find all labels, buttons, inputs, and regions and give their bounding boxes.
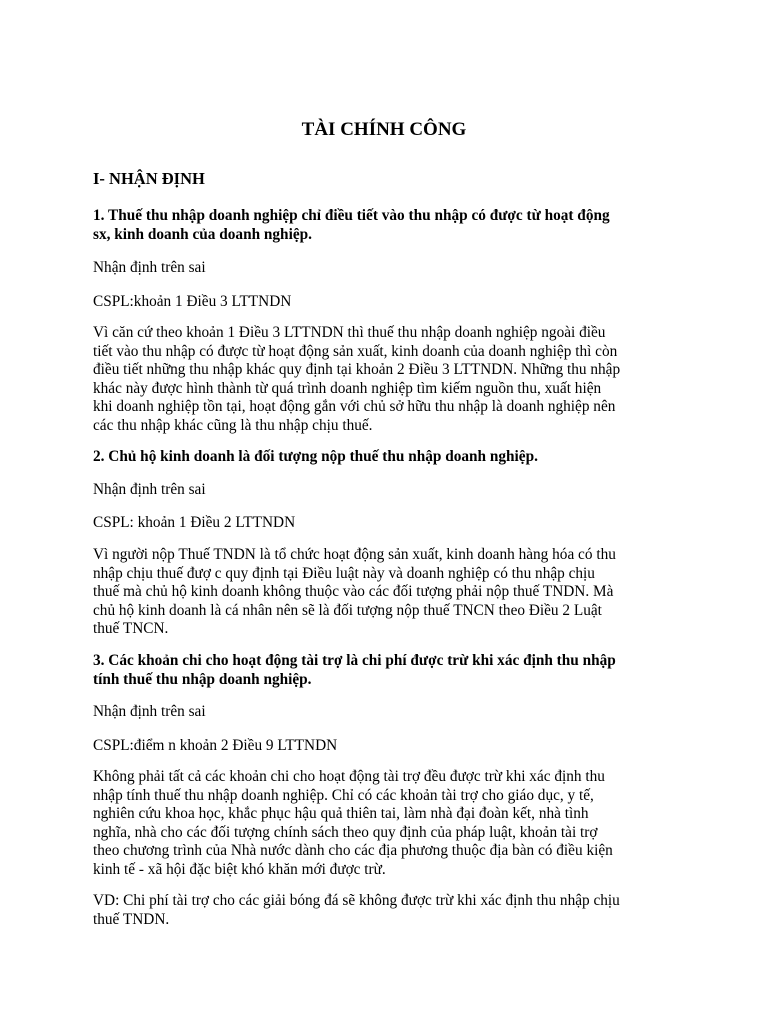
question-3-line: tính thuế thu nhập doanh nghiệp.: [93, 670, 312, 688]
explanation-2-line: Vì người nộp Thuế TNDN là tổ chức hoạt động sản xuất, kinh doanh hàng hóa có thu: [93, 546, 616, 563]
explanation-2-line: thuế mà chủ hộ kinh doanh không thuộc vào các đối tượng phải nộp thuế TNDN. Mà: [93, 583, 614, 601]
explanation-3-line: nhập tính thuế thu nhập doanh nghiệp. Chỉ có các khoản tài trợ cho giáo dục, y tế,: [93, 786, 594, 804]
question-1-line: sx, kinh doanh của doanh nghiệp.: [93, 225, 312, 243]
question-1-line: 1. Thuế thu nhập doanh nghiệp chỉ điều tiết vào thu nhập có được từ hoạt động: [93, 207, 610, 224]
question-1: [93, 207, 675, 244]
question-3: [93, 652, 675, 689]
explanation-3-line: nghĩa, nhà cho các đối tượng chính sách theo quy định của pháp luật, khoản tài trợ: [93, 823, 598, 841]
verdict-1: Nhận định trên sai: [93, 259, 206, 276]
legal-basis-2: CSPL: khoản 1 Điều 2 LTTNDN: [93, 514, 296, 531]
explanation-1-line: Vì căn cứ theo khoản 1 Điều 3 LTTNDN thì thuế thu nhập doanh nghiệp ngoài điều: [93, 324, 606, 341]
example-3-line: thuế TNDN.: [93, 910, 170, 928]
legal-basis-1: CSPL:khoản 1 Điều 3 LTTNDN: [93, 293, 292, 310]
explanation-1-line: điều tiết những thu nhập khác quy định tại khoản 2 Điều 3 LTTNDN. Những thu nhập: [93, 361, 621, 379]
question-3-line: 3. Các khoản chi cho hoạt động tài trợ là chi phí được trừ khi xác định thu nhập: [93, 652, 616, 669]
explanation-2-line: nhập chịu thuế đượ c quy định tại Điều luật này và doanh nghiệp có thu nhập chịu: [93, 564, 595, 582]
section-heading: I- NHẬN ĐỊNH: [93, 169, 205, 188]
explanation-3-line: kinh tế - xã hội đặc biệt khó khăn mới được trừ.: [93, 860, 386, 878]
document-title: TÀI CHÍNH CÔNG: [301, 119, 467, 140]
legal-basis-3: CSPL:điểm n khoản 2 Điều 9 LTTNDN: [93, 737, 338, 754]
verdict-2: Nhận định trên sai: [93, 481, 206, 498]
explanation-3-line: Không phải tất cả các khoản chi cho hoạt động tài trợ đều được trừ khi xác định thu: [93, 768, 605, 785]
question-2-line: 2. Chủ hộ kinh doanh là đối tượng nộp thuế thu nhập doanh nghiệp.: [93, 448, 538, 465]
explanation-1-line: các thu nhập khác cũng là thu nhập chịu thuế.: [93, 416, 373, 434]
explanation-1-line: tiết vào thu nhập có được từ hoạt động sản xuất, kinh doanh của doanh nghiệp thì còn: [93, 342, 618, 360]
explanation-1-line: khác này được hình thành từ quá trình doanh nghiệp tìm kiếm nguồn thu, xuất hiện: [93, 379, 602, 397]
question-2: [93, 448, 675, 467]
example-3-line: VD: Chi phí tài trợ cho các giải bóng đá sẽ không được trừ khi xác định thu nhập chịu: [93, 892, 620, 909]
explanation-1-line: khi doanh nghiệp tồn tại, hoạt động gắn với chủ sở hữu thu nhập là doanh nghiệp nên: [93, 398, 616, 416]
explanation-3-line: nghiên cứu khoa học, khắc phục hậu quả thiên tai, làm nhà đại đoàn kết, nhà tình: [93, 805, 589, 823]
explanation-2: [93, 546, 675, 639]
verdict-3: Nhận định trên sai: [93, 703, 206, 720]
explanation-2-line: chủ hộ kinh doanh là cá nhân nên sẽ là đối tượng nộp thuế TNCN theo Điều 2 Luật: [93, 601, 602, 619]
explanation-3-line: theo chương trình của Nhà nước dành cho các địa phương thuộc địa bàn có điều kiện: [93, 842, 613, 860]
explanation-2-line: thuế TNCN.: [93, 620, 169, 638]
example-3: [93, 892, 675, 929]
explanation-1: [93, 324, 675, 436]
explanation-3: [93, 768, 675, 880]
